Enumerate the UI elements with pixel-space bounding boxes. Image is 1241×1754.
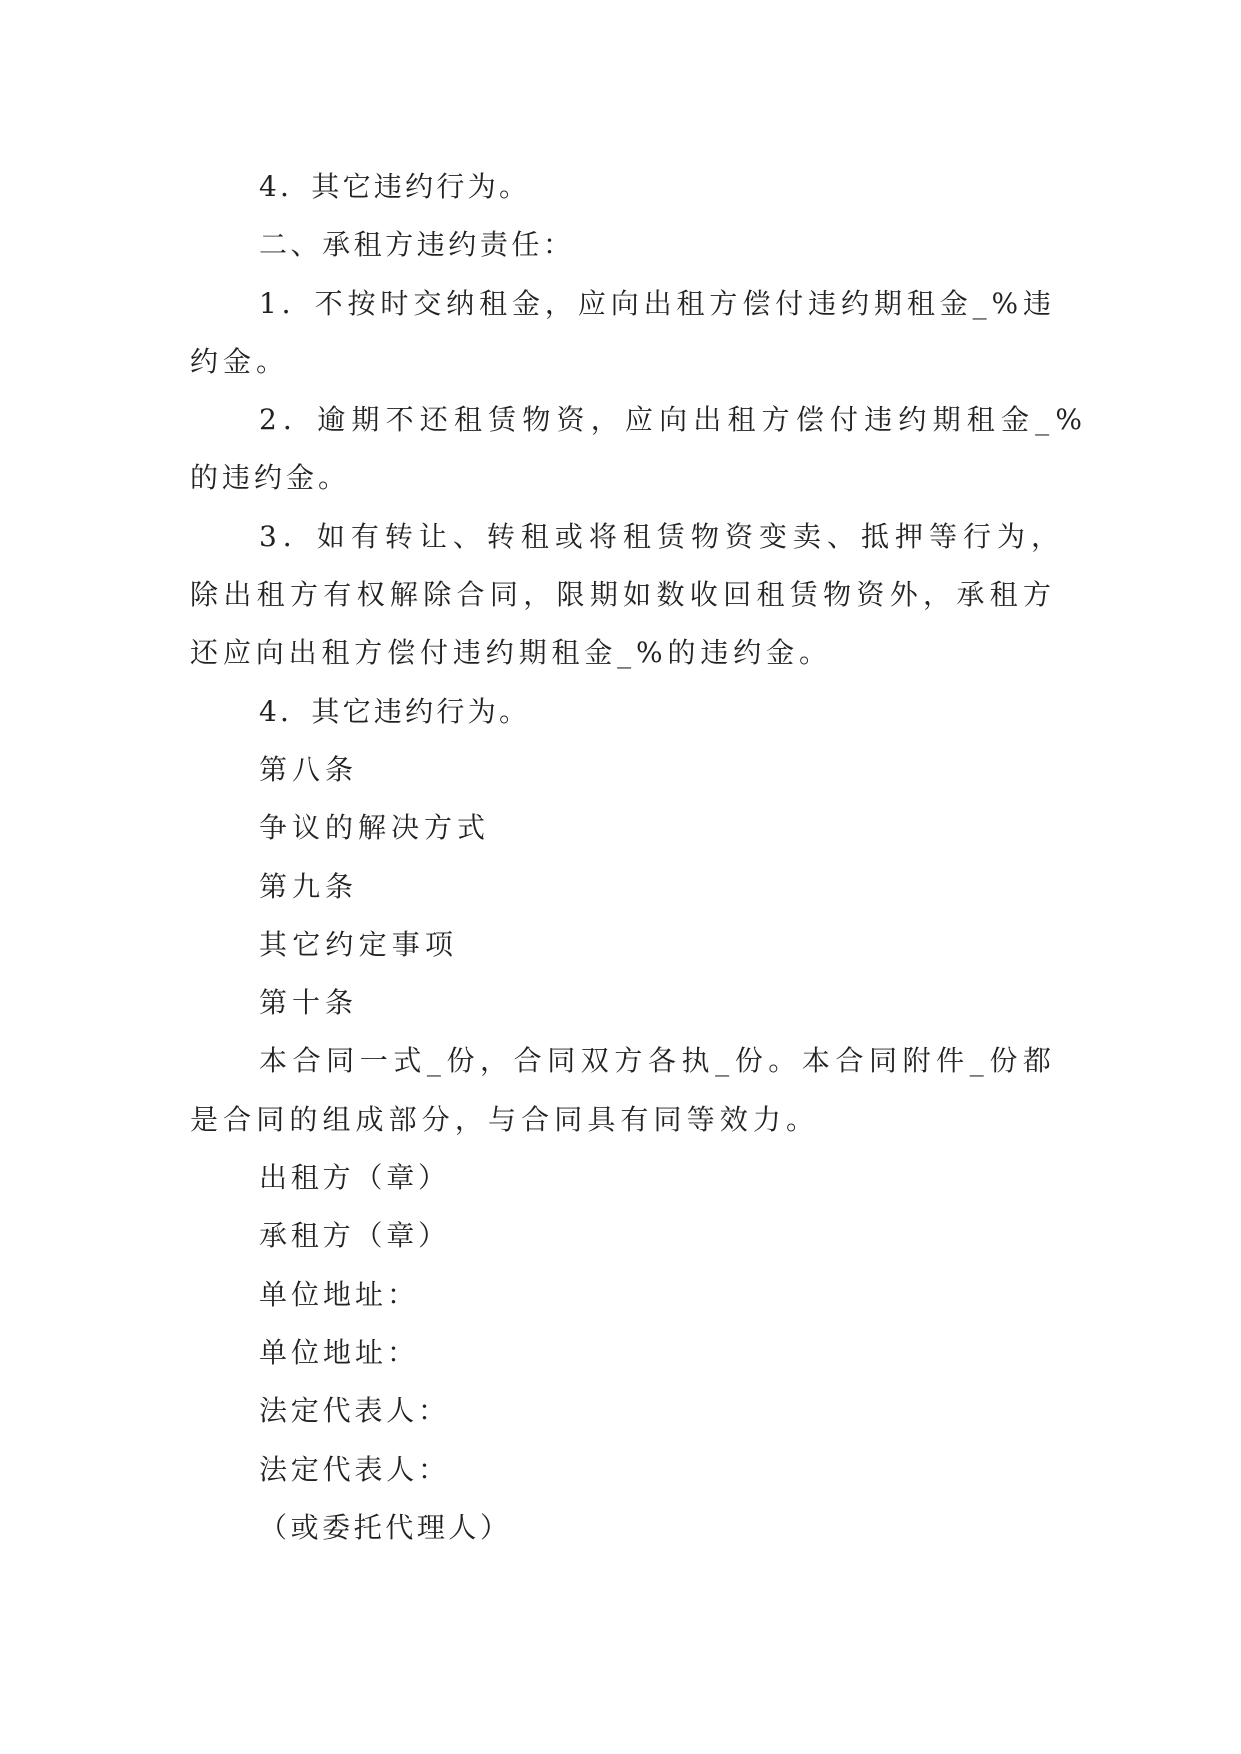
- lessee-breach-item-1-line-2: 约金。: [190, 344, 289, 378]
- text-line: [190, 1382, 1130, 1440]
- text-line: [190, 158, 1130, 216]
- text-line: [190, 741, 1130, 799]
- lessor-legal-rep-label: 法定代表人：: [259, 1394, 450, 1428]
- article-10-text-line-2: 是合同的组成部分，与合同具有同等效力。: [190, 1102, 820, 1136]
- text-line: [190, 1266, 1130, 1324]
- agent-label: （或委托代理人）: [259, 1510, 512, 1544]
- text-line: [190, 275, 1130, 333]
- text-line: [190, 1324, 1130, 1382]
- text-line: [190, 216, 1130, 274]
- text-line: [190, 799, 1130, 857]
- text-line: [190, 1441, 1130, 1499]
- lessee-breach-item-3-line-1: 3．如有转让、转租或将租赁物资变卖、抵押等行为，: [259, 519, 1066, 553]
- text-line: [190, 391, 1130, 449]
- lessee-breach-item-1-line-1: 1．不按时交纳租金，应向出租方偿付违约期租金_%违: [259, 286, 1056, 320]
- text-line: [190, 333, 1130, 391]
- lessee-breach-item-2-line-2: 的违约金。: [190, 461, 351, 495]
- lessor-breach-item-4: 4．其它违约行为。: [259, 170, 531, 203]
- lessee-breach-item-2-line-1: 2．逾期不还租赁物资，应向出租方偿付违约期租金_%: [259, 403, 1089, 437]
- text-line: [190, 683, 1130, 741]
- text-line: [190, 1091, 1130, 1149]
- text-line: [190, 1149, 1130, 1207]
- text-line: [190, 1032, 1130, 1090]
- text-line: [190, 916, 1130, 974]
- article-10-number: 第十条: [259, 986, 358, 1020]
- text-line: [190, 1207, 1130, 1265]
- text-line: [190, 1499, 1130, 1557]
- text-line: [190, 624, 1130, 682]
- lessee-breach-item-4: 4．其它违约行为。: [259, 694, 531, 728]
- lessee-legal-rep-label: 法定代表人：: [259, 1452, 450, 1486]
- article-9-title: 其它约定事项: [259, 927, 459, 961]
- text-line: [190, 508, 1130, 566]
- lessee-breach-heading: 二、承租方违约责任：: [259, 228, 575, 262]
- article-10-text-line-1: 本合同一式_份，合同双方各执_份。本合同附件_份都: [259, 1044, 1057, 1078]
- text-line: [190, 566, 1130, 624]
- lessee-breach-item-3-line-2: 除出租方有权解除合同，限期如数收回租赁物资外，承租方: [190, 578, 1057, 612]
- article-8-number: 第八条: [259, 752, 358, 786]
- lessee-seal-label: 承租方（章）: [259, 1219, 450, 1253]
- text-line: [190, 449, 1130, 507]
- lessor-seal-label: 出租方（章）: [259, 1161, 450, 1195]
- lessee-address-label: 单位地址：: [259, 1335, 420, 1369]
- text-line: [190, 974, 1130, 1032]
- lessor-address-label: 单位地址：: [259, 1277, 420, 1311]
- article-9-number: 第九条: [259, 869, 358, 903]
- contract-text: [190, 158, 1130, 1557]
- lessee-breach-item-3-line-3: 还应向出租方偿付违约期租金_%的违约金。: [190, 636, 832, 670]
- article-8-title: 争议的解决方式: [259, 811, 491, 845]
- text-line: [190, 858, 1130, 916]
